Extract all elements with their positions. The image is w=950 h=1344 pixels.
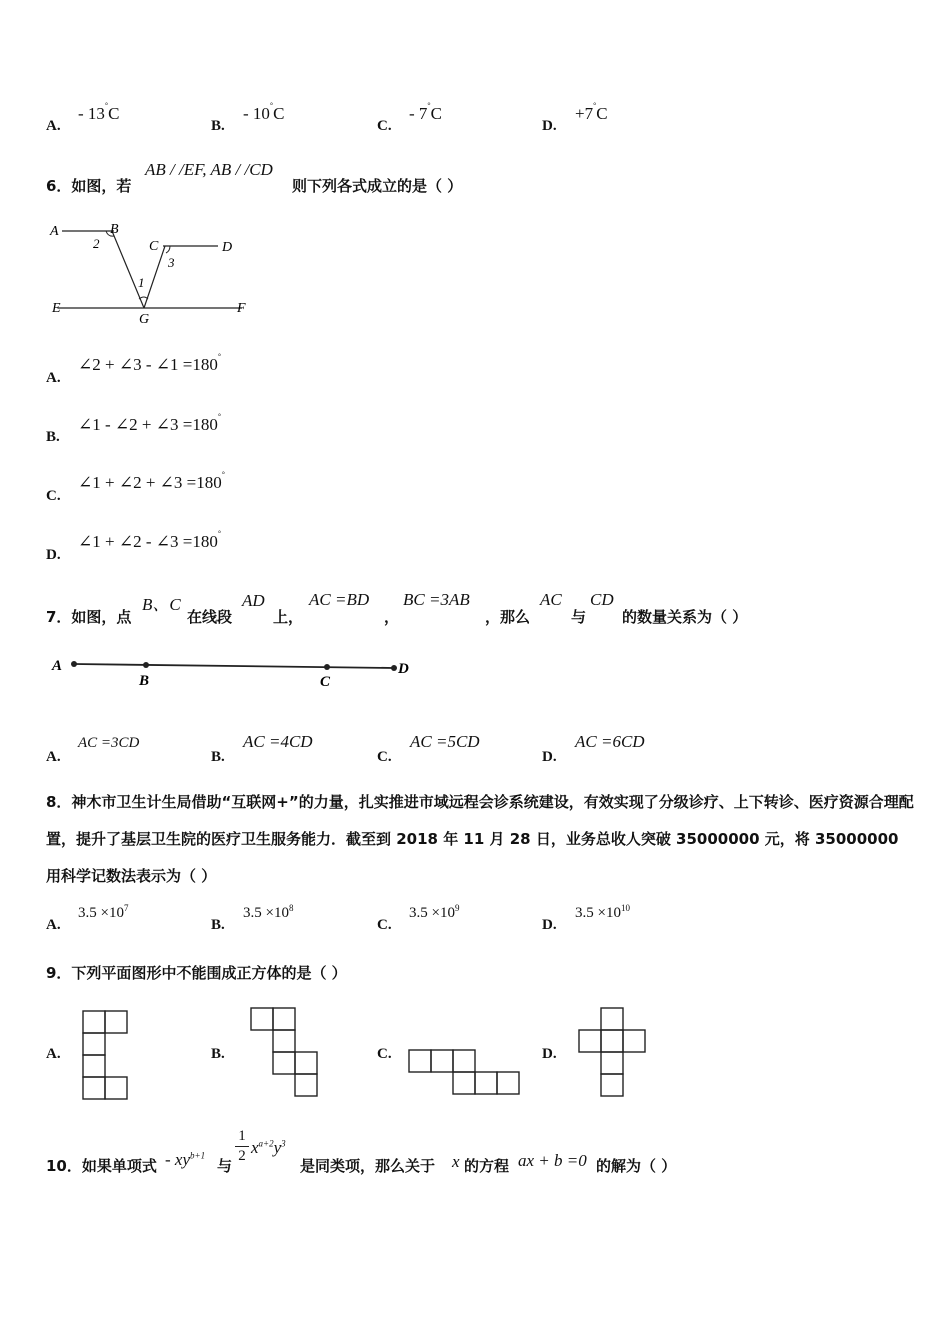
q7-cd: CD	[590, 590, 614, 609]
q5-option-a-label: A.	[46, 118, 61, 134]
q9-option-b-label: B.	[211, 1046, 225, 1062]
q5-option-b: - 10°C	[243, 101, 285, 123]
q10-mid: 是同类项，那么关于	[300, 1157, 436, 1175]
q10-term1: - $xy^{b+1}$	[165, 1150, 206, 1169]
q9-option-a-label: A.	[46, 1046, 61, 1062]
q7-option-c: AC =5CD	[410, 732, 480, 751]
q6-fig-angle-1: 1	[138, 275, 145, 290]
q7-fig-label-d: D	[398, 661, 409, 677]
q5-option-b-label: B.	[211, 118, 225, 134]
q6-option-d-label: D.	[46, 547, 61, 563]
q7-option-a: AC =3CD	[78, 735, 140, 751]
q7-fig-label-c: C	[320, 674, 331, 690]
q6-fig-angle-3: 3	[168, 255, 175, 270]
q7-segment: AD	[242, 591, 265, 610]
q6-fig-label-f: F	[237, 301, 246, 316]
q8-option-c: $3.5 \times 10^9$	[409, 903, 460, 921]
q7-option-b-label: B.	[211, 749, 225, 765]
q9-option-d-label: D.	[542, 1046, 557, 1062]
q10-var: x	[452, 1152, 460, 1171]
q8-option-d: $3.5 \times 10^{10}$	[575, 903, 630, 921]
q7-option-a-label: A.	[46, 749, 61, 765]
q6-option-c-label: C.	[46, 488, 61, 504]
q6-condition: AB / /EF, AB / /CD	[145, 160, 273, 179]
q5-option-c: - 7°C	[409, 101, 442, 123]
q6-option-a: ∠2 + ∠3 - ∠1 =180°	[78, 352, 222, 374]
q10-tail: 的解为（ ）	[596, 1157, 677, 1175]
q6-fig-label-a: A	[50, 224, 59, 239]
q7-on-segment: 在线段	[187, 608, 233, 626]
q9-net-c	[406, 1047, 526, 1097]
q10-term2: $x^{a+2}y^3$	[251, 1138, 286, 1157]
q5-option-d: +7°C	[575, 101, 608, 123]
q6-number: 6．如图，若	[46, 177, 132, 195]
q6-fig-label-c: C	[149, 239, 159, 254]
q10-de-fangcheng: 的方程	[464, 1157, 510, 1175]
q10-equation: ax + b =0	[518, 1151, 587, 1170]
q10-number: 10．如果单项式	[46, 1157, 157, 1175]
q8-option-a: $3.5 \times 10^7$	[78, 903, 129, 921]
q9-net-b	[248, 1005, 322, 1100]
q6-option-a-label: A.	[46, 370, 61, 386]
q6-option-d: ∠1 + ∠2 - ∠3 =180°	[78, 529, 222, 551]
q7-fig-label-a: A	[52, 658, 63, 674]
q7-shang: 上，	[273, 608, 304, 626]
q8-option-c-label: C.	[377, 917, 392, 933]
q9-option-c-label: C.	[377, 1046, 392, 1062]
q7-comma: ，	[384, 608, 400, 626]
q7-name: ，那么	[485, 608, 531, 626]
q7-figure	[44, 650, 424, 692]
q10-yu: 与	[217, 1157, 233, 1175]
q7-option-c-label: C.	[377, 749, 392, 765]
q8-option-b-label: B.	[211, 917, 225, 933]
q8-text: 8．神木市卫生计生局借助“互联网+”的力量，扎实推进市域远程会诊系统建设，有效实现了分级诊疗、上下转诊、医疗资源合理配置，提升了基层卫生院的医疗卫生服务能力．截至到 2018 年 11 月 28 日，业务总收人突破 35000000 元，将 35000000 用科学记数法表示为（ ）	[46, 793, 914, 885]
q6-fig-label-e: E	[52, 301, 61, 316]
q8-option-b: $3.5 \times 10^8$	[243, 903, 294, 921]
q6-stem-tail: 则下列各式成立的是（ ）	[292, 177, 463, 195]
q7-eq2: BC =3AB	[403, 590, 470, 609]
q6-figure	[44, 215, 254, 327]
q6-fig-label-g: G	[139, 312, 150, 327]
q7-yu: 与	[571, 608, 587, 626]
q5-option-c-label: C.	[377, 118, 392, 134]
q10-frac-den: 2	[238, 1148, 246, 1164]
q9-net-a	[80, 1008, 132, 1103]
q6-fig-angle-2: 2	[93, 236, 100, 251]
q7-option-b: AC =4CD	[243, 732, 313, 751]
q6-fig-label-b: B	[110, 222, 119, 237]
q7-points-bc: B、C	[142, 595, 181, 614]
q7-ac: AC	[540, 590, 562, 609]
q10-frac-num: 1	[238, 1128, 246, 1144]
q6-option-c: ∠1 + ∠2 + ∠3 =180°	[78, 470, 225, 492]
q6-option-b: ∠1 - ∠2 + ∠3 =180°	[78, 412, 222, 434]
q7-fig-label-b: B	[139, 673, 150, 689]
q7-option-d-label: D.	[542, 749, 557, 765]
q9-net-d	[576, 1005, 650, 1100]
q7-eq1: AC =BD	[309, 590, 370, 609]
q8-option-d-label: D.	[542, 917, 557, 933]
q8-option-a-label: A.	[46, 917, 61, 933]
q7-option-d: AC =6CD	[575, 732, 645, 751]
q5-option-d-label: D.	[542, 118, 557, 134]
q9-text: 9．下列平面图形中不能围成正方体的是（ ）	[46, 964, 347, 982]
q7-number: 7．如图，点	[46, 608, 132, 626]
q6-fig-label-d: D	[222, 240, 233, 255]
q5-option-a: - 13°C	[78, 101, 120, 123]
q6-option-b-label: B.	[46, 429, 60, 445]
q7-tail: 的数量关系为（ ）	[622, 608, 748, 626]
q10-fraction	[235, 1128, 249, 1165]
